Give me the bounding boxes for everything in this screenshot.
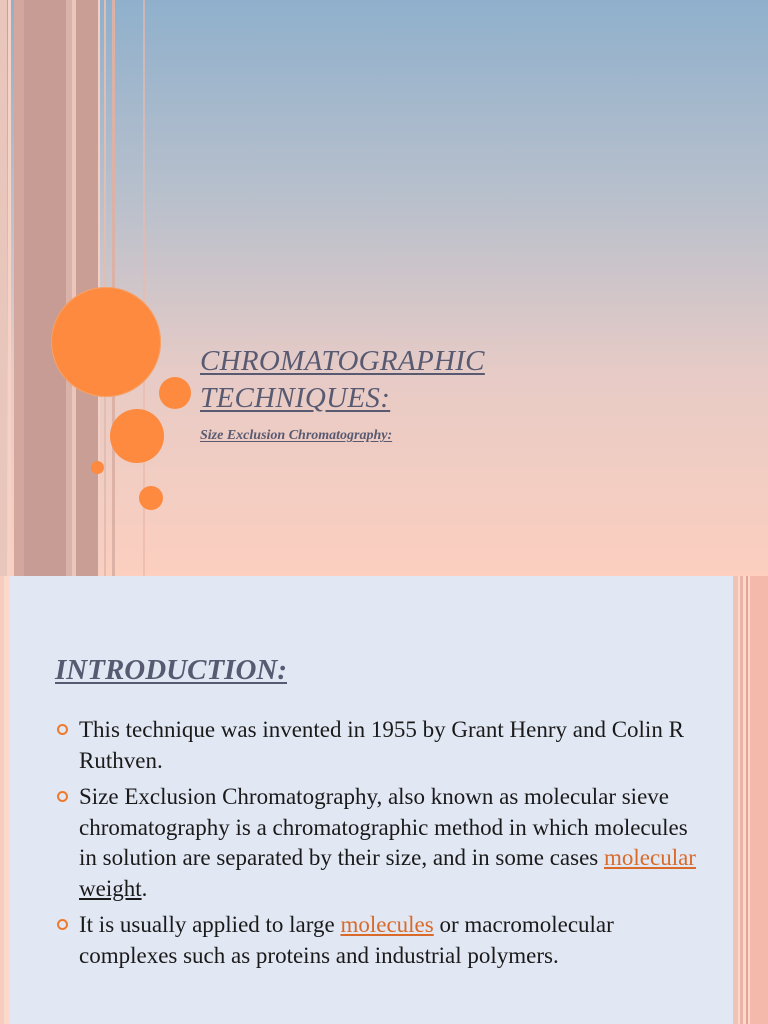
decor-stripe — [733, 576, 738, 1024]
hollow-circle-bullet-icon — [57, 724, 68, 735]
decor-stripe — [740, 576, 743, 1024]
decor-stripe — [24, 0, 66, 576]
decor-stripe — [750, 576, 768, 1024]
slide-title-line: CHROMATOGRAPHIC — [200, 345, 485, 377]
slide-subtitle: Size Exclusion Chromatography: — [200, 428, 393, 443]
decor-circle-tiny — [91, 461, 104, 474]
content-slide — [0, 576, 768, 1024]
list-item — [57, 715, 697, 776]
molecular-link[interactable]: molecular — [604, 845, 696, 870]
content-panel — [10, 576, 733, 1024]
decor-stripe — [14, 0, 24, 576]
decor-circle-medium — [110, 409, 164, 463]
list-item — [57, 782, 697, 904]
decor-stripe — [746, 576, 748, 1024]
decor-circle-small — [159, 377, 191, 409]
bullet-text: . — [141, 875, 148, 901]
list-item — [57, 910, 697, 971]
bullet-text: Size Exclusion Chromatography, also known as molecular sieve chromatography is a chromatographic method in which molecules in solution are separated by their size, and in some cases — [79, 784, 688, 870]
slide-title — [200, 343, 620, 417]
decor-stripe — [0, 0, 7, 576]
hollow-circle-bullet-icon — [57, 919, 68, 930]
molecules-link[interactable]: molecules — [340, 912, 434, 937]
section-heading: INTRODUCTION: — [55, 654, 287, 686]
decor-circle-small — [139, 486, 163, 510]
slide-title-line: TECHNIQUES: — [200, 382, 391, 414]
bullet-list — [57, 715, 697, 977]
bullet-text: This technique was invented in 1955 by Grant Henry and Colin R Ruthven. — [79, 717, 684, 773]
hollow-circle-bullet-icon — [57, 791, 68, 802]
decor-stripe — [0, 576, 4, 1024]
bullet-text: It is usually applied to large — [79, 912, 341, 937]
decor-stripe — [8, 0, 11, 576]
decor-circle-large — [51, 287, 161, 397]
weight-underlined-text: weight — [79, 875, 142, 901]
bullet-text: or macromolecular complexes such as proteins and industrial polymers. — [79, 912, 614, 968]
